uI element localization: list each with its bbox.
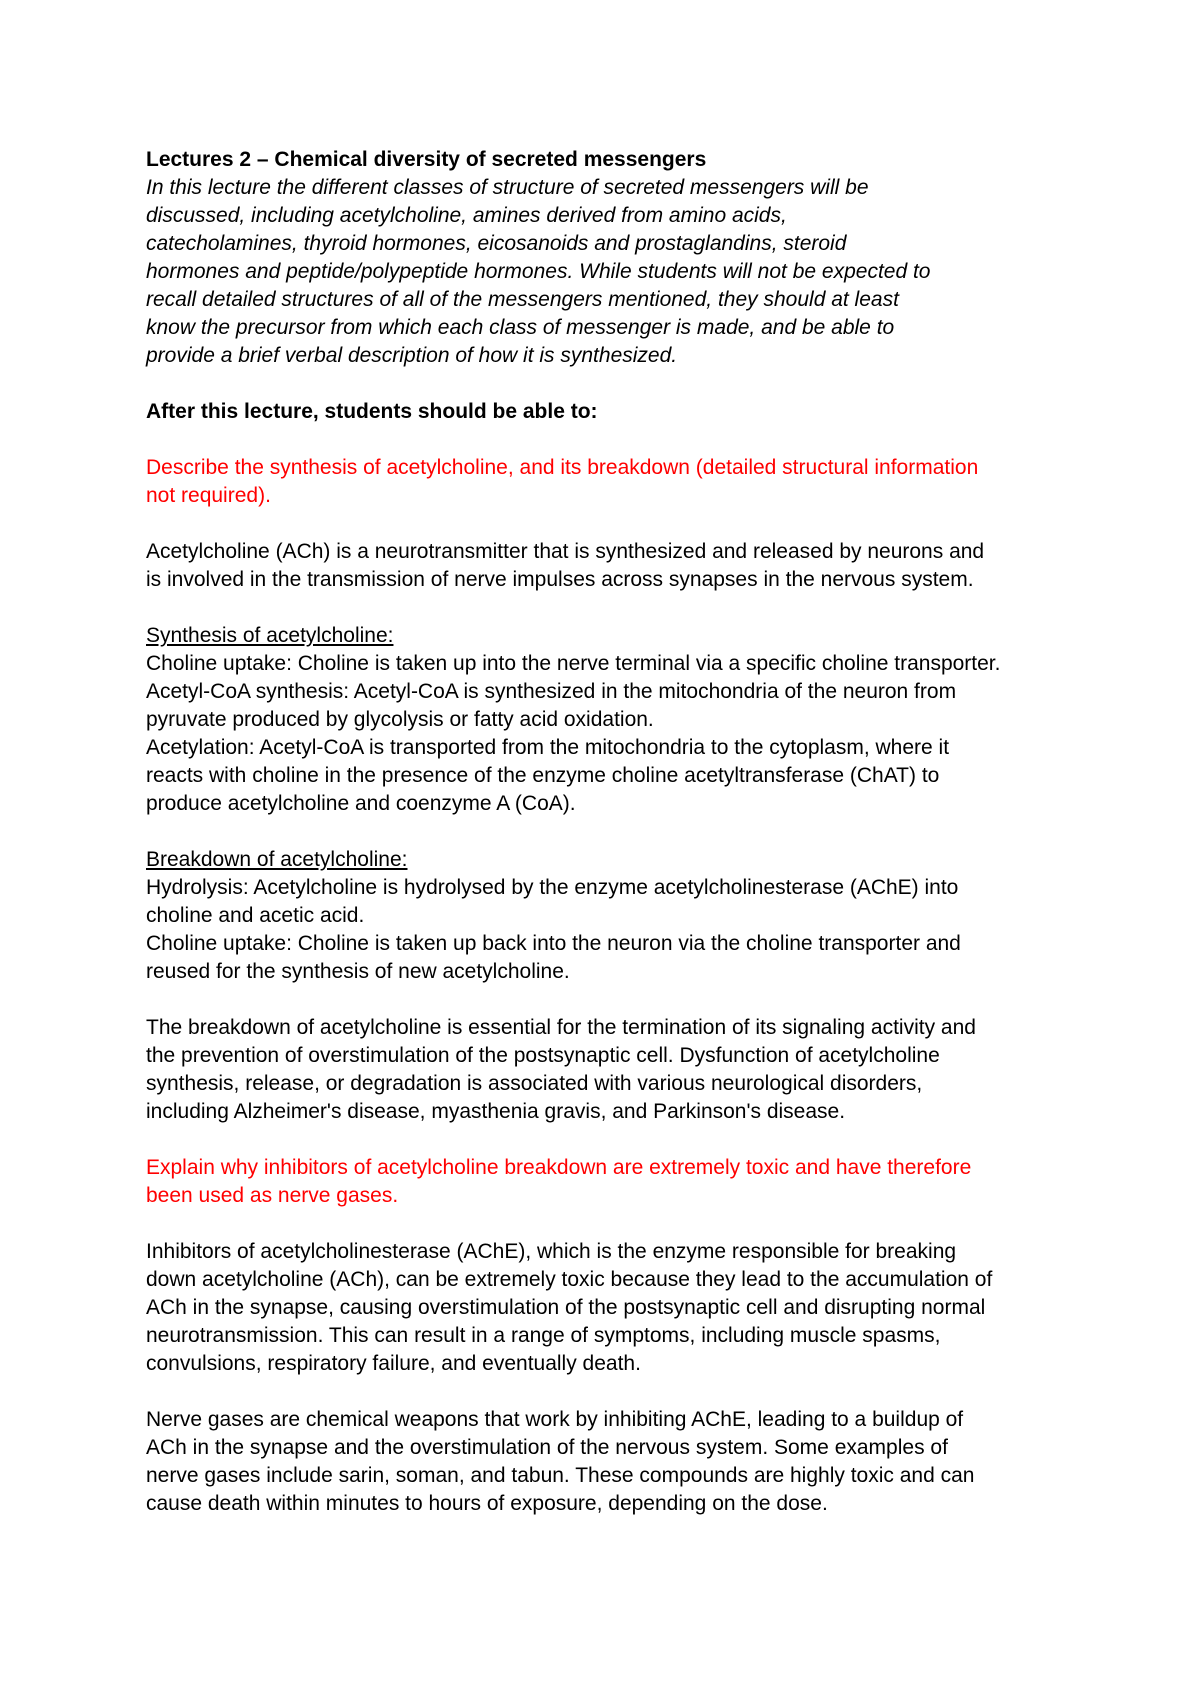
paragraph-line: choline and acetic acid. — [146, 904, 365, 927]
paragraph-line: Inhibitors of acetylcholinesterase (AChE), which is the enzyme responsible for breaking — [146, 1240, 957, 1263]
paragraph-line: convulsions, respiratory failure, and eventually death. — [146, 1352, 641, 1375]
paragraph-line: reused for the synthesis of new acetylcholine. — [146, 960, 570, 983]
learning-objective-2 — [146, 1154, 1146, 1210]
synthesis-section — [146, 622, 1146, 818]
paragraph-gap — [146, 986, 1146, 1014]
paragraph-line: the prevention of overstimulation of the postsynaptic cell. Dysfunction of acetylcholine — [146, 1044, 940, 1067]
paragraph-gap — [146, 818, 1146, 846]
acetylcholine-intro-paragraph — [146, 538, 1146, 594]
paragraph-gap — [146, 1210, 1146, 1238]
intro-line: In this lecture the different classes of structure of secreted messengers will be — [146, 176, 869, 199]
nerve-gases-paragraph — [146, 1406, 1146, 1518]
paragraph-line: pyruvate produced by glycolysis or fatty acid oxidation. — [146, 708, 654, 731]
objective-line: been used as nerve gases. — [146, 1184, 399, 1207]
paragraph-line: Acetylcholine (ACh) is a neurotransmitter that is synthesized and released by neurons and — [146, 540, 985, 563]
paragraph-line: Hydrolysis: Acetylcholine is hydrolysed by the enzyme acetylcholinesterase (AChE) into — [146, 876, 959, 899]
paragraph-line: ACh in the synapse, causing overstimulation of the postsynaptic cell and disrupting normal — [146, 1296, 986, 1319]
intro-line: hormones and peptide/polypeptide hormones. While students will not be expected to — [146, 260, 931, 283]
paragraph-gap — [146, 594, 1146, 622]
paragraph-line: Nerve gases are chemical weapons that work by inhibiting AChE, leading to a buildup of — [146, 1408, 964, 1431]
paragraph-gap — [146, 426, 1146, 454]
inhibitors-paragraph — [146, 1238, 1146, 1378]
learning-objective-1 — [146, 454, 1146, 510]
paragraph-gap — [146, 1126, 1146, 1154]
breakdown-text — [146, 874, 1146, 986]
paragraph-gap — [146, 370, 1146, 398]
synthesis-heading: Synthesis of acetylcholine: — [146, 624, 394, 647]
breakdown-importance-paragraph — [146, 1014, 1146, 1126]
document-body — [146, 146, 1146, 1518]
breakdown-heading: Breakdown of acetylcholine: — [146, 848, 408, 871]
paragraph-line: including Alzheimer's disease, myasthenia gravis, and Parkinson's disease. — [146, 1100, 846, 1123]
paragraph-gap — [146, 1378, 1146, 1406]
objective-line: Describe the synthesis of acetylcholine, and its breakdown (detailed structural information — [146, 456, 979, 479]
paragraph-line: neurotransmission. This can result in a range of symptoms, including muscle spasms, — [146, 1324, 941, 1347]
paragraph-line: The breakdown of acetylcholine is essential for the termination of its signaling activity and — [146, 1016, 976, 1039]
breakdown-section — [146, 846, 1146, 986]
paragraph-line: is involved in the transmission of nerve impulses across synapses in the nervous system. — [146, 568, 974, 591]
paragraph-line: synthesis, release, or degradation is associated with various neurological disorders, — [146, 1072, 923, 1095]
objective-line: not required). — [146, 484, 271, 507]
paragraph-line: produce acetylcholine and coenzyme A (CoA). — [146, 792, 576, 815]
paragraph-line: down acetylcholine (ACh), can be extremely toxic because they lead to the accumulation of — [146, 1268, 993, 1291]
paragraph-gap — [146, 510, 1146, 538]
paragraph-line: Choline uptake: Choline is taken up into the nerve terminal via a specific choline transporter. — [146, 652, 1001, 675]
intro-line: recall detailed structures of all of the messengers mentioned, they should at least — [146, 288, 899, 311]
paragraph-line: Choline uptake: Choline is taken up back into the neuron via the choline transporter and — [146, 932, 961, 955]
objective-line: Explain why inhibitors of acetylcholine breakdown are extremely toxic and have therefore — [146, 1156, 972, 1179]
lecture-title: Lectures 2 – Chemical diversity of secreted messengers — [146, 148, 707, 171]
lecture-intro — [146, 174, 1146, 370]
paragraph-line: cause death within minutes to hours of exposure, depending on the dose. — [146, 1492, 828, 1515]
paragraph-line: Acetylation: Acetyl-CoA is transported from the mitochondria to the cytoplasm, where it — [146, 736, 950, 759]
learning-outcomes-heading: After this lecture, students should be able to: — [146, 400, 598, 423]
intro-line: know the precursor from which each class of messenger is made, and be able to — [146, 316, 895, 339]
paragraph-line: reacts with choline in the presence of the enzyme choline acetyltransferase (ChAT) to — [146, 764, 940, 787]
intro-line: catecholamines, thyroid hormones, eicosanoids and prostaglandins, steroid — [146, 232, 847, 255]
intro-line: discussed, including acetylcholine, amines derived from amino acids, — [146, 204, 787, 227]
paragraph-line: ACh in the synapse and the overstimulation of the nervous system. Some examples of — [146, 1436, 948, 1459]
paragraph-line: nerve gases include sarin, soman, and tabun. These compounds are highly toxic and can — [146, 1464, 975, 1487]
synthesis-text — [146, 650, 1146, 818]
intro-line: provide a brief verbal description of how it is synthesized. — [146, 344, 678, 367]
paragraph-line: Acetyl-CoA synthesis: Acetyl-CoA is synthesized in the mitochondria of the neuron from — [146, 680, 957, 703]
